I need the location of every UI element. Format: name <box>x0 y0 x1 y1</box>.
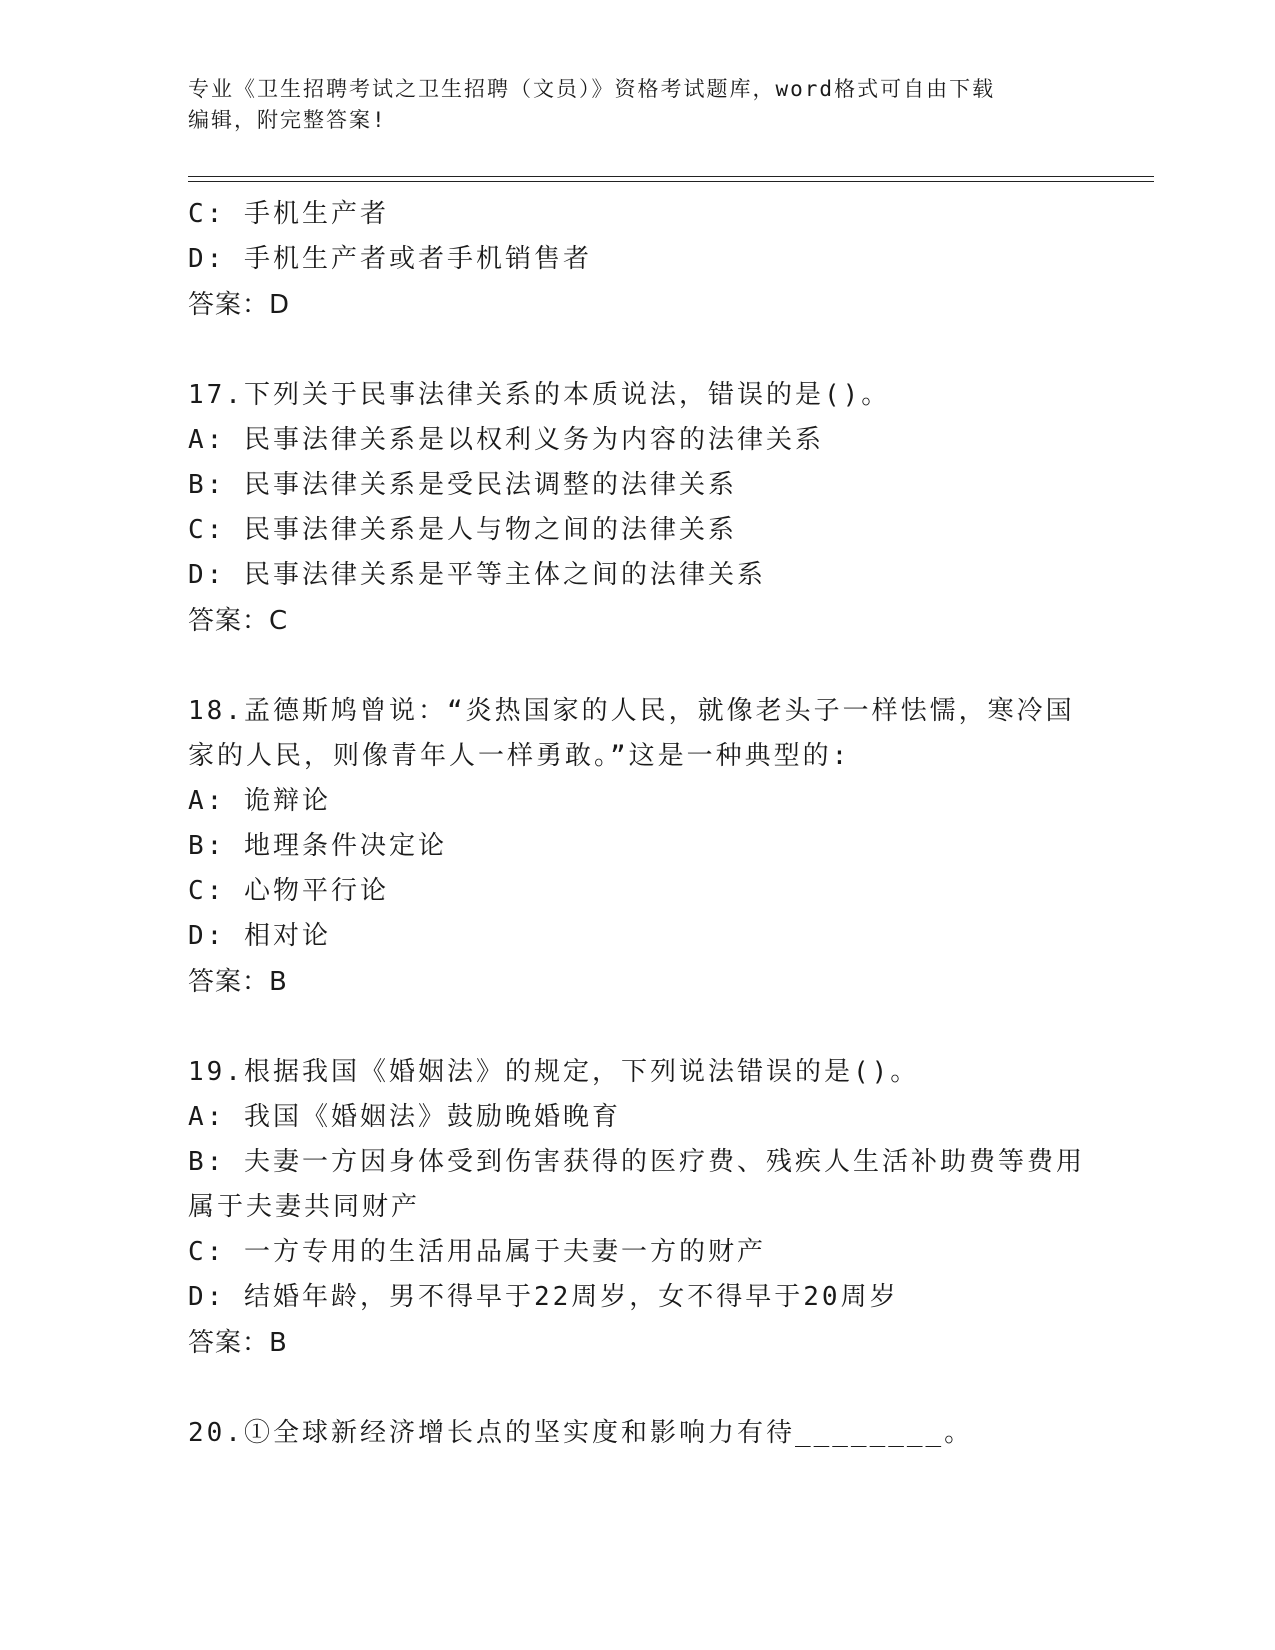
header-divider-top <box>188 176 1154 177</box>
option-b: B: 民事法律关系是受民法调整的法律关系 <box>188 470 737 500</box>
header-line-1: 专业《卫生招聘考试之卫生招聘（文员）》资格考试题库，word格式可自由下载 <box>188 77 996 101</box>
answer: 答案：B <box>188 1328 288 1358</box>
answer: 答案：D <box>188 290 291 320</box>
option-d: D: 相对论 <box>188 921 331 951</box>
option-c: C: 手机生产者 <box>188 199 389 229</box>
option-b: B: 地理条件决定论 <box>188 831 447 861</box>
option-a: A: 诡辩论 <box>188 786 331 816</box>
question-17 <box>188 373 1078 644</box>
question-list <box>188 192 1085 1456</box>
spacer <box>188 328 1078 373</box>
option-b-line-2: 属于夫妻共同财产 <box>188 1192 421 1222</box>
option-c: C: 心物平行论 <box>188 876 389 906</box>
spacer <box>188 1366 1078 1411</box>
question-stem-line-2: 家的人民，则像青年人一样勇敢。”这是一种典型的: <box>188 741 851 771</box>
header-line-2: 编辑，附完整答案! <box>188 108 387 132</box>
answer: 答案：B <box>188 967 288 997</box>
option-d: D: 民事法律关系是平等主体之间的法律关系 <box>188 560 766 590</box>
question-stem-line-1: 18.孟德斯鸠曾说：“炎热国家的人民，就像老头子一样怯懦，寒冷国 <box>188 696 1075 726</box>
option-a: A: 我国《婚姻法》鼓励晚婚晚育 <box>188 1102 621 1132</box>
question-19 <box>188 1050 1085 1366</box>
spacer <box>188 1005 1078 1050</box>
question-stem: 20.①全球新经济增长点的坚实度和影响力有待________。 <box>188 1418 974 1448</box>
question-18 <box>188 689 1078 1005</box>
spacer <box>188 644 1078 689</box>
header-divider-bottom <box>188 181 1154 182</box>
option-d: D: 手机生产者或者手机销售者 <box>188 244 592 274</box>
document-header <box>188 74 1068 136</box>
question-20 <box>188 1411 1078 1456</box>
question-stem: 19.根据我国《婚姻法》的规定，下列说法错误的是()。 <box>188 1057 920 1087</box>
option-c: C: 一方专用的生活用品属于夫妻一方的财产 <box>188 1237 766 1267</box>
question-stem: 17.下列关于民事法律关系的本质说法，错误的是()。 <box>188 380 891 410</box>
option-d: D: 结婚年龄，男不得早于22周岁，女不得早于20周岁 <box>188 1282 899 1312</box>
option-a: A: 民事法律关系是以权利义务为内容的法律关系 <box>188 425 824 455</box>
question-16 <box>188 192 1078 328</box>
option-b-line-1: B: 夫妻一方因身体受到伤害获得的医疗费、残疾人生活补助费等费用 <box>188 1147 1085 1177</box>
answer: 答案：C <box>188 606 289 636</box>
option-c: C: 民事法律关系是人与物之间的法律关系 <box>188 515 737 545</box>
